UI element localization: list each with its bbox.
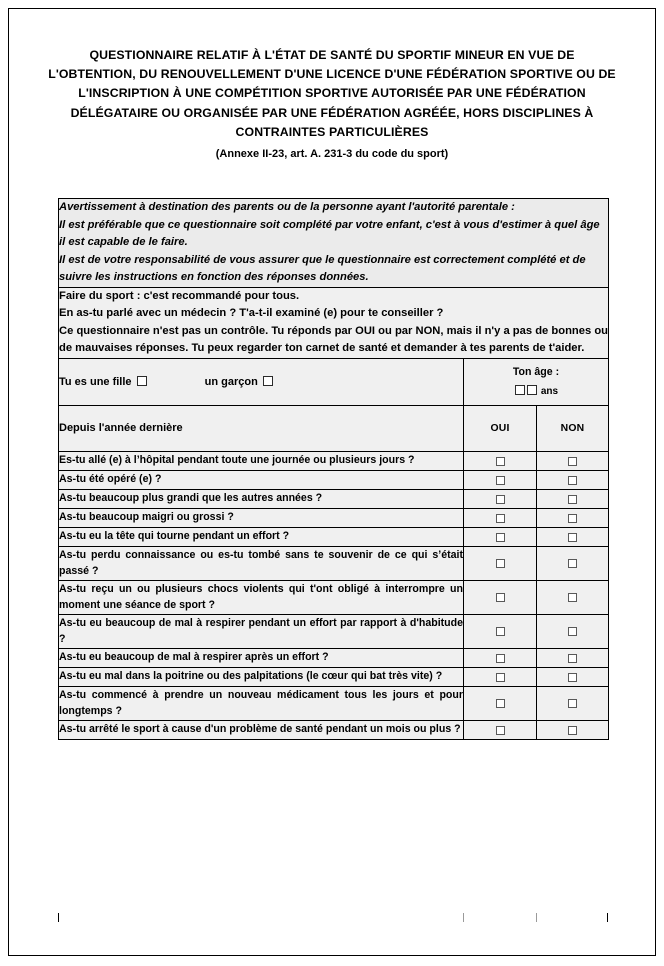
question-yes-cell[interactable] [464, 470, 537, 489]
title-line-5: CONTRAINTES PARTICULIÈRES [235, 124, 429, 139]
yes-checkbox[interactable] [496, 457, 505, 466]
girl-option[interactable] [59, 376, 147, 388]
question-no-cell[interactable] [537, 451, 609, 470]
child-intro [59, 287, 609, 358]
table-row [59, 667, 609, 686]
title-line-3: L'INSCRIPTION À UNE COMPÉTITION SPORTIVE AUTORISÉE PAR UNE FÉDÉRATION [78, 86, 586, 101]
yes-checkbox[interactable] [496, 514, 505, 523]
boy-option[interactable] [205, 376, 273, 388]
no-checkbox[interactable] [568, 673, 577, 682]
question-text: As-tu commencé à prendre un nouveau médicament tous les jours et pour longtemps ? [59, 686, 464, 720]
question-no-cell[interactable] [537, 546, 609, 580]
question-no-cell[interactable] [537, 508, 609, 527]
stub-divider-2 [536, 913, 537, 922]
identity-row [59, 358, 609, 405]
question-text: As-tu reçu un ou plusieurs chocs violents qui t'ont obligé à interrompre un moment une séance de sport ? [59, 580, 464, 614]
age-digit-1-box[interactable] [515, 385, 525, 395]
question-yes-cell[interactable] [464, 580, 537, 614]
intro-line-1: Faire du sport : c'est recommandé pour tous. [59, 289, 300, 302]
question-text: As-tu arrêté le sport à cause d'un problème de santé pendant un mois ou plus ? [59, 720, 464, 739]
question-yes-cell[interactable] [464, 720, 537, 739]
yes-checkbox[interactable] [496, 593, 505, 602]
table-row [59, 648, 609, 667]
question-no-cell[interactable] [537, 580, 609, 614]
no-column-header: NON [537, 405, 609, 451]
yes-checkbox[interactable] [496, 533, 505, 542]
question-yes-cell[interactable] [464, 546, 537, 580]
no-checkbox[interactable] [568, 533, 577, 542]
question-text: As-tu eu mal dans la poitrine ou des palpitations (le cœur qui bat très vite) ? [59, 667, 464, 686]
title-line-1: QUESTIONNAIRE RELATIF À L'ÉTAT DE SANTÉ DU SPORTIF MINEUR EN VUE DE [89, 48, 575, 62]
table-row [59, 580, 609, 614]
title-line-4: DÉLÉGATAIRE OU ORGANISÉE PAR UNE FÉDÉRATION AGRÉÉE, HORS DISCIPLINES À [70, 105, 594, 120]
no-checkbox[interactable] [568, 495, 577, 504]
age-digit-2-box[interactable] [527, 385, 537, 395]
question-no-cell[interactable] [537, 489, 609, 508]
table-row [59, 527, 609, 546]
gender-cell [59, 358, 464, 405]
no-checkbox[interactable] [568, 627, 577, 636]
intro-line-3: Ce questionnaire n'est pas un contrôle. Tu réponds par OUI ou par NON, mais il n'y a pas de bonnes ou de mauvaises réponses. Tu peux regarder ton carnet de santé et demander à tes parents de t'aider. [59, 324, 608, 354]
yes-checkbox[interactable] [496, 476, 505, 485]
no-checkbox[interactable] [568, 654, 577, 663]
no-checkbox[interactable] [568, 476, 577, 485]
question-no-cell[interactable] [537, 667, 609, 686]
page-title [46, 46, 618, 142]
notice-line-3: Il est de votre responsabilité de vous assurer que le questionnaire est correctement complété et de suivre les instructions en fonction des réponses données. [59, 253, 586, 283]
table-row [59, 614, 609, 648]
title-line-2: L'OBTENTION, DU RENOUVELLEMENT D'UNE LICENCE D'UNE FÉDÉRATION SPORTIVE OU DE [48, 67, 616, 82]
question-yes-cell[interactable] [464, 686, 537, 720]
no-checkbox[interactable] [568, 457, 577, 466]
yes-checkbox[interactable] [496, 495, 505, 504]
question-yes-cell[interactable] [464, 667, 537, 686]
boy-label: un garçon [204, 375, 258, 388]
table-row [59, 546, 609, 580]
no-checkbox[interactable] [568, 559, 577, 568]
table-row [59, 686, 609, 720]
question-no-cell[interactable] [537, 614, 609, 648]
questionnaire-table [58, 198, 609, 740]
age-input-boxes[interactable] [464, 383, 608, 400]
yes-checkbox[interactable] [496, 559, 505, 568]
question-yes-cell[interactable] [464, 451, 537, 470]
stub-divider-1 [463, 913, 464, 922]
age-cell [464, 358, 609, 405]
question-yes-cell[interactable] [464, 614, 537, 648]
column-header-row [59, 405, 609, 451]
table-row [59, 470, 609, 489]
page-break-stub [58, 913, 608, 922]
notice-row [59, 199, 609, 288]
intro-row [59, 287, 609, 358]
question-no-cell[interactable] [537, 648, 609, 667]
question-yes-cell[interactable] [464, 489, 537, 508]
no-checkbox[interactable] [568, 514, 577, 523]
no-checkbox[interactable] [568, 593, 577, 602]
yes-column-header: OUI [464, 405, 537, 451]
boy-checkbox[interactable] [263, 376, 273, 386]
yes-checkbox[interactable] [496, 654, 505, 663]
question-text: As-tu beaucoup maigri ou grossi ? [59, 508, 464, 527]
question-text: Es-tu allé (e) à l’hôpital pendant toute une journée ou plusieurs jours ? [59, 451, 464, 470]
question-text: As-tu beaucoup plus grandi que les autres années ? [59, 489, 464, 508]
page-subtitle: (Annexe II-23, art. A. 231-3 du code du sport) [215, 148, 449, 161]
page-content [0, 0, 664, 160]
question-yes-cell[interactable] [464, 648, 537, 667]
question-no-cell[interactable] [537, 720, 609, 739]
question-yes-cell[interactable] [464, 527, 537, 546]
table-row [59, 720, 609, 739]
yes-checkbox[interactable] [496, 726, 505, 735]
notice-heading: Avertissement à destination des parents ou de la personne ayant l'autorité parentale : [59, 201, 515, 213]
title-block [28, 0, 636, 160]
age-label: Ton âge : [512, 365, 560, 378]
question-no-cell[interactable] [537, 527, 609, 546]
question-text: As-tu eu beaucoup de mal à respirer après un effort ? [59, 648, 464, 667]
intro-line-2: En as-tu parlé avec un médecin ? T'a-t-il examiné (e) pour te conseiller ? [59, 307, 444, 319]
no-checkbox[interactable] [568, 699, 577, 708]
question-text: As-tu été opéré (e) ? [59, 470, 464, 489]
yes-checkbox[interactable] [496, 673, 505, 682]
question-text: As-tu perdu connaissance ou es-tu tombé sans te souvenir de ce qui s’était passé ? [59, 546, 464, 580]
girl-checkbox[interactable] [137, 376, 147, 386]
question-text: As-tu eu beaucoup de mal à respirer pendant un effort par rapport à d'habitude ? [59, 614, 464, 648]
question-text: As-tu eu la tête qui tourne pendant un effort ? [59, 527, 464, 546]
age-unit-label: ans [540, 385, 559, 397]
period-header: Depuis l'année dernière [59, 405, 464, 451]
table-row [59, 508, 609, 527]
no-checkbox[interactable] [568, 726, 577, 735]
notice-line-2: Il est préférable que ce questionnaire soit complété par votre enfant, c'est à vous d'estimer à quel âge il est capable de le faire. [59, 218, 600, 248]
question-no-cell[interactable] [537, 470, 609, 489]
question-no-cell[interactable] [537, 686, 609, 720]
girl-label: Tu es une fille [59, 375, 132, 388]
yes-checkbox[interactable] [496, 627, 505, 636]
table-row [59, 489, 609, 508]
yes-checkbox[interactable] [496, 699, 505, 708]
table-row [59, 451, 609, 470]
question-yes-cell[interactable] [464, 508, 537, 527]
parents-notice [59, 199, 609, 288]
